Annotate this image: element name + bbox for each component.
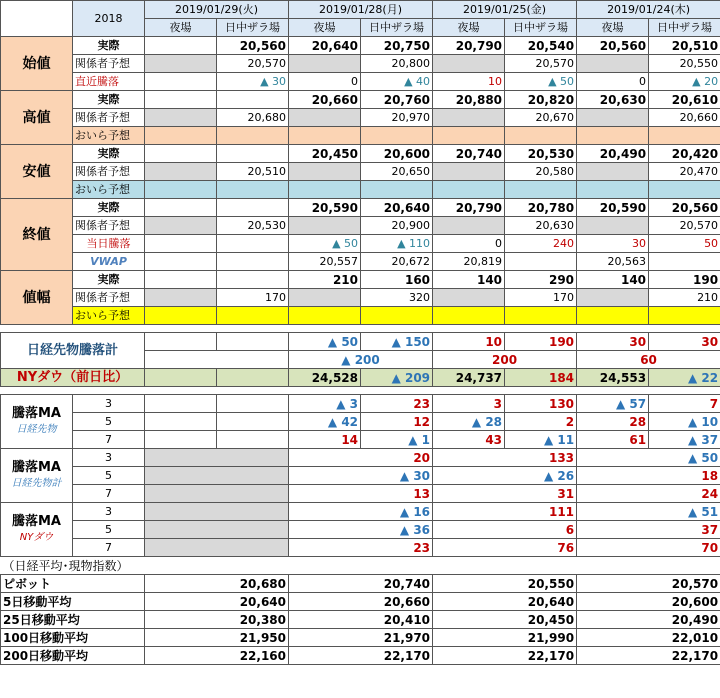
cell: ▲ 50 <box>289 235 361 253</box>
cell: 30 <box>577 333 649 351</box>
cell: 20,670 <box>505 109 577 127</box>
cell <box>361 181 433 199</box>
cell: 20,590 <box>577 199 649 217</box>
cell: 21,950 <box>145 629 289 647</box>
cell: 20,550 <box>649 55 720 73</box>
cell <box>217 307 289 325</box>
cell: 30 <box>649 333 720 351</box>
cell: ▲ 10 <box>649 413 720 431</box>
cell: 20,530 <box>505 145 577 163</box>
ma-period: 5 <box>73 467 145 485</box>
row-label: 関係者予想 <box>73 109 145 127</box>
cell: 20,680 <box>145 575 289 593</box>
ma-period: 7 <box>73 539 145 557</box>
cell: ▲ 50 <box>577 449 720 467</box>
cell: ▲ 11 <box>505 431 577 449</box>
cell <box>145 431 217 449</box>
cell <box>145 413 217 431</box>
cell <box>145 181 217 199</box>
cell: 210 <box>649 289 720 307</box>
cell: ▲ 20 <box>649 73 720 91</box>
row-label: 実際 <box>73 199 145 217</box>
cell: 50 <box>649 235 720 253</box>
cell <box>577 307 649 325</box>
cell: 184 <box>505 369 577 387</box>
cell <box>145 235 217 253</box>
cell: 20,680 <box>217 109 289 127</box>
cell: ▲ 51 <box>577 503 720 521</box>
cell: 20,790 <box>433 199 505 217</box>
cell: 190 <box>505 333 577 351</box>
cell <box>145 467 289 485</box>
cell: 7 <box>649 395 720 413</box>
cell: ▲ 40 <box>361 73 433 91</box>
cell: 20,820 <box>505 91 577 109</box>
cell: 20,600 <box>361 145 433 163</box>
spacer <box>1 325 720 333</box>
cell <box>145 289 217 307</box>
session-night: 夜場 <box>145 19 217 37</box>
cell <box>289 127 361 145</box>
cell <box>433 163 505 181</box>
cell <box>649 253 720 271</box>
cell: 13 <box>289 485 433 503</box>
cell: 12 <box>361 413 433 431</box>
cell: 18 <box>577 467 720 485</box>
cell: 20,580 <box>505 163 577 181</box>
pivot-row-label: 25日移動平均 <box>1 611 145 629</box>
cell <box>289 109 361 127</box>
cell: ▲ 28 <box>433 413 505 431</box>
cell <box>433 307 505 325</box>
cell: 20,510 <box>217 163 289 181</box>
cell: ▲ 150 <box>361 333 433 351</box>
cell: 20,630 <box>505 217 577 235</box>
cell: 24,737 <box>433 369 505 387</box>
cell: ▲ 37 <box>649 431 720 449</box>
cell: ▲ 30 <box>289 467 433 485</box>
cell <box>433 55 505 73</box>
cell: 20,563 <box>577 253 649 271</box>
cell: 20,660 <box>649 109 720 127</box>
cell: 20,490 <box>577 611 720 629</box>
cell: 10 <box>433 73 505 91</box>
cell <box>145 333 217 351</box>
cell <box>505 127 577 145</box>
cell <box>217 369 289 387</box>
cell: 160 <box>361 271 433 289</box>
cell: ▲ 42 <box>289 413 361 431</box>
cell: 23 <box>361 395 433 413</box>
cell: 20 <box>289 449 433 467</box>
cell: 20,650 <box>361 163 433 181</box>
cell <box>217 235 289 253</box>
cell: ▲ 50 <box>505 73 577 91</box>
cell <box>145 395 217 413</box>
cell: 20,740 <box>433 145 505 163</box>
cell <box>145 55 217 73</box>
cell <box>217 127 289 145</box>
ma-period: 3 <box>73 449 145 467</box>
cell <box>289 55 361 73</box>
row-label: 関係者予想 <box>73 217 145 235</box>
cell <box>649 307 720 325</box>
cell: 190 <box>649 271 720 289</box>
session-day: 日中ザラ場 <box>505 19 577 37</box>
cell: 320 <box>361 289 433 307</box>
year-label: 2018 <box>73 1 145 37</box>
cell: ▲ 50 <box>289 333 361 351</box>
cell: ▲ 200 <box>289 351 433 369</box>
cell: 30 <box>577 235 649 253</box>
cell: 61 <box>577 431 649 449</box>
cell: 20,570 <box>649 217 720 235</box>
cell <box>145 163 217 181</box>
ma-period: 7 <box>73 485 145 503</box>
ma-title: 騰落MA <box>12 459 61 475</box>
row-label: 当日騰落 <box>73 235 145 253</box>
ma-title: 騰落MA <box>12 513 61 529</box>
cell: 24,528 <box>289 369 361 387</box>
cell: 43 <box>433 431 505 449</box>
cell: 20,750 <box>361 37 433 55</box>
cell <box>145 369 217 387</box>
cell: 20,640 <box>433 593 577 611</box>
cell: 20,590 <box>289 199 361 217</box>
cell: 3 <box>433 395 505 413</box>
section-close-label: 終値 <box>1 199 73 271</box>
cell <box>217 145 289 163</box>
cell <box>577 289 649 307</box>
cell: 20,660 <box>289 91 361 109</box>
cell <box>433 289 505 307</box>
cell: ▲ 1 <box>361 431 433 449</box>
cell <box>145 199 217 217</box>
cell <box>145 271 217 289</box>
section-open-label: 始値 <box>1 37 73 91</box>
cell: 10 <box>433 333 505 351</box>
cell: 20,630 <box>577 91 649 109</box>
cell: ▲ 30 <box>217 73 289 91</box>
cell <box>145 351 289 369</box>
cell <box>361 307 433 325</box>
ma-group-label <box>1 395 73 449</box>
section-high-label: 高値 <box>1 91 73 145</box>
cell <box>145 37 217 55</box>
cell: 20,550 <box>433 575 577 593</box>
vwap-label: VWAP <box>73 253 145 271</box>
cell: ▲ 110 <box>361 235 433 253</box>
cell: 0 <box>577 73 649 91</box>
cell: ▲ 22 <box>649 369 720 387</box>
cell: 20,420 <box>649 145 720 163</box>
cell: 140 <box>577 271 649 289</box>
row-label: 実際 <box>73 271 145 289</box>
cell <box>217 91 289 109</box>
pivot-title: （日経平均･現物指数） <box>1 557 720 575</box>
date-header: 2019/01/25(金) <box>433 1 577 19</box>
cell: 20,570 <box>577 575 720 593</box>
cell: 170 <box>217 289 289 307</box>
cell: 133 <box>433 449 577 467</box>
session-night: 夜場 <box>433 19 505 37</box>
ma-period: 3 <box>73 503 145 521</box>
cell <box>145 485 289 503</box>
cell <box>289 217 361 235</box>
cell <box>145 307 217 325</box>
date-header: 2019/01/28(月) <box>289 1 433 19</box>
row-label: おいら予想 <box>73 181 145 199</box>
cell: 20,790 <box>433 37 505 55</box>
cell: 20,640 <box>361 199 433 217</box>
cell: 20,660 <box>289 593 433 611</box>
row-label: おいら予想 <box>73 127 145 145</box>
row-label: おいら予想 <box>73 307 145 325</box>
cell: 28 <box>577 413 649 431</box>
cell <box>145 217 217 235</box>
row-label: 関係者予想 <box>73 55 145 73</box>
cell <box>577 109 649 127</box>
cell: 22,170 <box>577 647 720 665</box>
cell: 200 <box>433 351 577 369</box>
cell <box>145 521 289 539</box>
cell <box>505 181 577 199</box>
row-label: 関係者予想 <box>73 163 145 181</box>
cell: 20,410 <box>289 611 433 629</box>
cell <box>145 145 217 163</box>
cell: 20,560 <box>217 37 289 55</box>
cell <box>145 73 217 91</box>
cell: 0 <box>433 235 505 253</box>
cell: 20,450 <box>433 611 577 629</box>
pivot-row-label: ピボット <box>1 575 145 593</box>
cell: 20,800 <box>361 55 433 73</box>
cell <box>505 307 577 325</box>
ma-period: 5 <box>73 413 145 431</box>
cell <box>145 449 289 467</box>
cell <box>145 127 217 145</box>
cell: ▲ 36 <box>289 521 433 539</box>
cell <box>577 217 649 235</box>
cell <box>145 253 217 271</box>
cell: 70 <box>577 539 720 557</box>
cell: 170 <box>505 289 577 307</box>
cell <box>433 217 505 235</box>
cell: 240 <box>505 235 577 253</box>
cell: ▲ 26 <box>433 467 577 485</box>
ma-period: 5 <box>73 521 145 539</box>
cell <box>433 127 505 145</box>
cell: 22,160 <box>145 647 289 665</box>
cell: 22,010 <box>577 629 720 647</box>
cell: 20,900 <box>361 217 433 235</box>
corner-cell <box>1 1 73 37</box>
cell: ▲ 16 <box>289 503 433 521</box>
cell <box>577 181 649 199</box>
cell: 20,672 <box>361 253 433 271</box>
pivot-row-label: 5日移動平均 <box>1 593 145 611</box>
spacer <box>1 387 720 395</box>
cell <box>289 163 361 181</box>
cell <box>289 289 361 307</box>
date-header: 2019/01/29(火) <box>145 1 289 19</box>
cell <box>217 253 289 271</box>
cell: 20,380 <box>145 611 289 629</box>
cell: 290 <box>505 271 577 289</box>
cell <box>649 181 720 199</box>
ma-group-label <box>1 449 73 503</box>
section-range-label: 値幅 <box>1 271 73 325</box>
cell: 140 <box>433 271 505 289</box>
cell <box>433 181 505 199</box>
cell: 22,170 <box>289 647 433 665</box>
cell: 21,990 <box>433 629 577 647</box>
cell: 76 <box>433 539 577 557</box>
cell: 210 <box>289 271 361 289</box>
cell: 20,557 <box>289 253 361 271</box>
cell: 14 <box>289 431 361 449</box>
cell <box>361 127 433 145</box>
cell <box>217 199 289 217</box>
cell <box>145 539 289 557</box>
cell: 20,510 <box>649 37 720 55</box>
cell: 24,553 <box>577 369 649 387</box>
ma-subtitle: NYダウ <box>19 531 54 543</box>
pivot-row-label: 200日移動平均 <box>1 647 145 665</box>
cell <box>433 109 505 127</box>
cell <box>577 127 649 145</box>
cell: 2 <box>505 413 577 431</box>
cell <box>289 307 361 325</box>
nydow-label: NYダウ（前日比） <box>1 369 145 387</box>
cell <box>145 503 289 521</box>
cell: 20,490 <box>577 145 649 163</box>
cell: 20,530 <box>217 217 289 235</box>
row-label: 実際 <box>73 145 145 163</box>
cell: 23 <box>289 539 433 557</box>
cell: 20,819 <box>433 253 505 271</box>
futures-total-label: 日経先物騰落計 <box>1 333 145 369</box>
row-label: 実際 <box>73 37 145 55</box>
cell <box>217 413 289 431</box>
cell <box>217 431 289 449</box>
cell: 60 <box>577 351 720 369</box>
cell <box>289 181 361 199</box>
cell: 20,780 <box>505 199 577 217</box>
cell <box>145 91 217 109</box>
session-day: 日中ザラ場 <box>361 19 433 37</box>
cell: ▲ 3 <box>289 395 361 413</box>
cell: ▲ 209 <box>361 369 433 387</box>
cell: 20,450 <box>289 145 361 163</box>
cell <box>217 333 289 351</box>
cell: 21,970 <box>289 629 433 647</box>
cell: 20,560 <box>649 199 720 217</box>
cell: 20,540 <box>505 37 577 55</box>
cell: 20,560 <box>577 37 649 55</box>
cell <box>505 253 577 271</box>
cell: 37 <box>577 521 720 539</box>
section-low-label: 安値 <box>1 145 73 199</box>
row-label: 直近騰落 <box>73 73 145 91</box>
session-day: 日中ザラ場 <box>649 19 720 37</box>
cell <box>577 163 649 181</box>
cell: 22,170 <box>433 647 577 665</box>
session-day: 日中ザラ場 <box>217 19 289 37</box>
cell: ▲ 57 <box>577 395 649 413</box>
cell: 20,610 <box>649 91 720 109</box>
cell: 20,470 <box>649 163 720 181</box>
cell <box>577 55 649 73</box>
cell <box>145 109 217 127</box>
cell <box>649 127 720 145</box>
ma-period: 7 <box>73 431 145 449</box>
row-label: 関係者予想 <box>73 289 145 307</box>
cell: 20,570 <box>505 55 577 73</box>
cell: 111 <box>433 503 577 521</box>
date-header: 2019/01/24(木) <box>577 1 720 19</box>
cell: 20,570 <box>217 55 289 73</box>
cell: 20,640 <box>289 37 361 55</box>
cell: 0 <box>289 73 361 91</box>
cell: 6 <box>433 521 577 539</box>
session-night: 夜場 <box>577 19 649 37</box>
cell: 20,760 <box>361 91 433 109</box>
cell <box>217 271 289 289</box>
pivot-row-label: 100日移動平均 <box>1 629 145 647</box>
cell <box>217 395 289 413</box>
cell <box>217 181 289 199</box>
ma-subtitle: 日経先物 <box>16 423 57 435</box>
ma-subtitle: 日経先物計 <box>11 477 62 489</box>
cell: 20,600 <box>577 593 720 611</box>
row-label: 実際 <box>73 91 145 109</box>
ma-title: 騰落MA <box>12 405 61 421</box>
session-night: 夜場 <box>289 19 361 37</box>
cell: 20,740 <box>289 575 433 593</box>
ma-period: 3 <box>73 395 145 413</box>
cell: 20,970 <box>361 109 433 127</box>
cell: 20,880 <box>433 91 505 109</box>
cell: 24 <box>577 485 720 503</box>
cell: 130 <box>505 395 577 413</box>
cell: 20,640 <box>145 593 289 611</box>
ma-group-label <box>1 503 73 557</box>
cell: 31 <box>433 485 577 503</box>
